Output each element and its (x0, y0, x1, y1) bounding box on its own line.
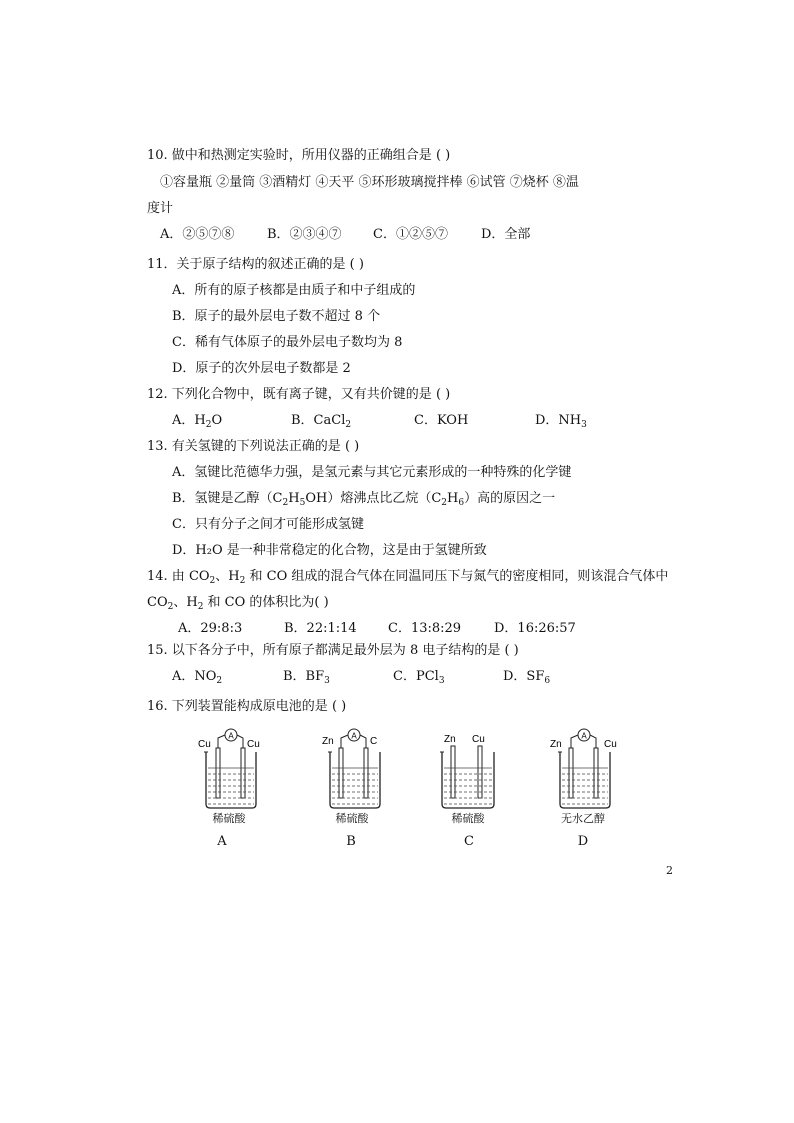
solution-label-a: 稀硫酸 (212, 812, 246, 825)
q12-option-c: C．KOH (414, 413, 469, 428)
q14-stem-cont: $CO_2$、$H_2$ 和 CO 的体积比为( ) (147, 595, 329, 612)
q11-option-c: C．稀有气体原子的最外层电子数均为 8 (172, 335, 403, 350)
apparatus-a (196, 724, 266, 810)
q14-option-c: C．13:8:29 (388, 621, 462, 636)
svg-text:Cu: Cu (472, 734, 485, 745)
q14-option-d: D．16:26:57 (494, 621, 576, 636)
svg-text:C: C (370, 736, 378, 747)
cell-diagram-c (434, 724, 504, 810)
q11-option-b: B．原子的最外层电子数不超过 8 个 (172, 309, 381, 324)
q10-option-c: C．①②⑤⑦ (373, 227, 448, 242)
svg-text:Zn: Zn (322, 736, 334, 747)
q10-items: ①容量瓶 ②量筒 ③酒精灯 ④天平 ⑤环形玻璃搅拌棒 ⑥试管 ⑦烧杯 ⑧温 (160, 175, 579, 190)
q10-option-a: A．②⑤⑦⑧ (160, 227, 235, 242)
galvanic-cell-diagram-b (320, 724, 390, 810)
svg-text:A: A (581, 731, 587, 741)
q11-option-a: A．所有的原子核都是由质子和中子组成的 (172, 283, 416, 298)
svg-text:Cu: Cu (247, 739, 260, 750)
q11-option-d: D．原子的次外层电子数都是 2 (172, 361, 351, 376)
q14-option-a: A．29:8:3 (178, 621, 243, 636)
apparatus-letter-c: C (464, 834, 474, 849)
q14-stem: 14. 由 $CO_2$、$H_2$ 和 CO 组成的混合气体在同温同压下与氮气的密度相同，则该混合气体中 (147, 569, 669, 586)
q10-stem: 10. 做中和热测定实验时，所用仪器的正确组合是 ( ) (147, 148, 451, 163)
q13-stem: 13. 有关氢键的下列说法正确的是 ( ) (147, 439, 360, 454)
q13-option-c: C．只有分子之间才可能形成氢键 (172, 517, 364, 532)
q13-option-a: A．氢键比范德华力强，是氢元素与其它元素形成的一种特殊的化学键 (172, 465, 572, 480)
q15-option-c: C．PCl$_3$ (393, 669, 445, 686)
svg-text:Cu: Cu (198, 739, 211, 750)
q15-option-b: B．$BF_3$ (283, 669, 330, 686)
svg-text:Cu: Cu (604, 739, 617, 750)
galvanic-cell-diagram-a (196, 724, 266, 810)
apparatus-letter-b: B (346, 834, 356, 849)
q14-option-b: B．22:1:14 (284, 621, 357, 636)
q15-option-a: A．$NO_2$ (172, 669, 223, 686)
q12-option-b: B．CaCl$_2$ (291, 413, 352, 430)
apparatus-letter-d: D (577, 834, 589, 849)
svg-text:A: A (351, 731, 357, 741)
svg-text:Zn: Zn (444, 734, 456, 745)
svg-text:Zn: Zn (550, 739, 562, 750)
apparatus-letter-a: A (217, 834, 227, 849)
q12-stem: 12. 下列化合物中，既有离子键，又有共价键的是 ( ) (147, 387, 451, 402)
q10-option-b: B．②③④⑦ (267, 227, 342, 242)
q10-items-cont: 度计 (147, 201, 174, 216)
apparatus-b (320, 724, 390, 810)
solution-label-d: 无水乙醇 (561, 812, 605, 825)
q12-option-a: A．$H_2O$ (172, 413, 223, 430)
apparatus-c (434, 724, 504, 810)
page-number: 2 (666, 864, 673, 877)
q15-option-d: D．$SF_6$ (503, 669, 551, 686)
q15-stem: 15. 以下各分子中，所有原子都满足最外层为 8 电子结构的是 ( ) (147, 643, 519, 658)
q12-option-d: D．$NH_3$ (535, 413, 587, 430)
q10-option-d: D．全部 (481, 227, 531, 242)
solution-label-b: 稀硫酸 (335, 812, 369, 825)
apparatus-d (550, 724, 622, 810)
galvanic-cell-diagram-d (550, 724, 622, 810)
q13-option-b: B．氢键是乙醇$(C_2H_5OH)$熔沸点比乙烷$(C_2H_6)$高的原因之一 (172, 491, 556, 508)
q11-stem: 11．关于原子结构的叙述正确的是 ( ) (147, 257, 364, 272)
q16-stem: 16. 下列装置能构成原电池的是 ( ) (147, 699, 347, 714)
solution-label-c: 稀硫酸 (451, 812, 485, 825)
q13-option-d: D．H₂O 是一种非常稳定的化合物，这是由于氢键所致 (172, 543, 487, 558)
svg-text:A: A (228, 731, 234, 741)
